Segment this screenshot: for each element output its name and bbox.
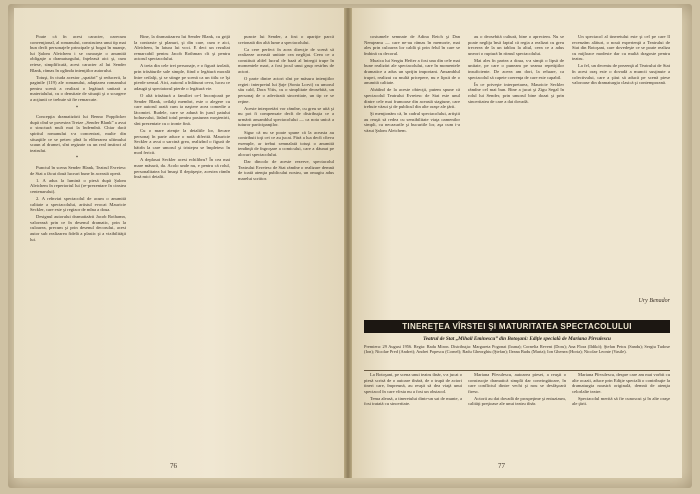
article-column-3 [572, 372, 670, 462]
paragraph: Punctul în scena Sender Blank, Teatrul Evreiesc de Stat a făcut două lucruri bune în această operă. [30, 164, 126, 176]
paragraph: costumele semnate de Adina Reich şi Dan Nemţeanu — care ne-au rămas în memorie, mai ales prin culoarea lor caldă şi prin felul în care se îmbină cu decorul. [364, 34, 460, 56]
paragraph: Sigur că nu se poate spune că la aceasta au contribuit toţi cei ce au jucat. Fără a lua decît cîteva exemple, ar trebui semnalată totuşi o anumită tendinţă de îngroşare a comicului, care a dăunat pe alocuri spectacolului. [238, 129, 334, 157]
page-number: 77 [498, 462, 505, 470]
paragraph: Poate că în acest caracter, oarecum convenţional, al romanului, construirea unui tip mai bun decît personajele principale şi bogat în nuanţe, lui Şalom Aleichem i se cunoaşte o anumită obligaţie a dramaturgului, înţeleasă aici şi, cum reiese, simplificată, acest caracter al lui Sender Blank, rămas în oglinda intenţiilor autorului. [30, 34, 126, 73]
paragraph: Designul autorului dramatizării Jacob Rothamn, valorează prin ce în desenul dramatic, prin la culoarea, precum şi prin desenul decorului, acest autor sub realizarea fidelă a plastic şi a vizibilităţii lui. [30, 214, 126, 242]
paragraph: O parte dintre actori sînt pe măsura intenţiilor regiei: interpretul lui Şaje (Sonia Lorvi) cu umorul său cald, Dora Vitis, cu o simplitate deosebită, un personaj de o adevărată sinceritate, un tip ce se reţine. [238, 76, 334, 104]
article-column-2 [468, 372, 566, 462]
paragraph: Muzica lui Sergiu Hefter a fost una din cele mai bune realizări ale spectacolului, care în momentele dramatice a adus un sprijin important. Ansamblul trupei, realizat cu multă pricepere, nu e lipsit de o anumită calitate. [364, 57, 460, 86]
paragraph: Aceste interpretări vor rămîne, cu greu se uită şi nu pot fi compensate decît de distribuţia ce a urmărit ansamblul spectacolului — ca nota unică a tuturor participanţilor. [238, 105, 334, 128]
paragraph: Mai ales în partea a doua, s-a simţit o lipsă de unitate, pe care o puneam pe seama repetiţiilor insuficiente. De aceea am dori, la reluare, ca spectacolul să capete coerenţa de care este capabil. [468, 57, 564, 80]
paragraph: Mariana Pîrvulescu, autoarea piesei, a reuşit o construcţie dramatică simplă dar convingătoare, în care conflictul dintre vechi şi nou se desfăşoară firesc. [468, 372, 566, 394]
paragraph: Totuşi, în ciuda acestor „spatări” şi reducerii, la paginile (119) ale romanului, adaptarea romanului pentru scenă a realizat o legătură unitară a materialului, cu o densitate de situaţii şi o scurgere a acţiunii ce trebuie să fie remarcate. [30, 74, 126, 103]
right-column-2 [468, 34, 564, 324]
paragraph: Un spectacol al tineretului este şi cel pe care îl recenzăm alături, o nouă experienţă a Teatrului de Stat din Botoşani, care dovedeşte ce se poate realiza cu mijloace modeste dar cu multă dragoste pentru teatru. [572, 34, 670, 62]
paragraph: Abătînd de la aceste obiecţii, putem spune că spectacolul Teatrului Evreiesc de Stat este unul dintre cele mai frumoase din această stagiune, care trebuie văzut şi de publicul din alte oraşe ale ţării. [364, 87, 460, 110]
left-column-2 [134, 34, 230, 458]
paragraph: Tema aleasă, a tineretului dintr-un sat de munte, a fost tratată cu sinceritate. [364, 395, 462, 407]
paragraph: Cu o mare atenţie la detaliile lor, fiecare personaj în parte aduce o notă diferită. Mauricie Seckler a avut o sarcină grea, realizînd o figură de bătrîn la care umorul şi tristeţea se împletesc în mod fericit. [134, 128, 230, 156]
paragraph: au o deosebită cultură, bine o apreciem. Nu se poate neglija însă faptul că regia a realizat cu greu trecerea de la un tablou la altul, ceea ce a adus uneori o ruptură în ritmul spectacolului. [468, 34, 564, 56]
paragraph: O altă trăsătură a familiei ce-l înconjoară pe Sender Blank, ceilalţi membri, este o alegere cu care autorul arată cum ia naştere acea comedie a lăcomiei. Rudele, care se adună în jurul patului bolnavului, lăsînd totul pentru pasiunea moştenirii, sînt prezentate cu o ironie fină. [134, 92, 230, 126]
page-number: 76 [170, 462, 177, 470]
left-column-1 [30, 34, 126, 458]
author-signature: Ury Benador [638, 298, 670, 304]
paragraph: Ca cere perfect în acea direcţie de scenă să realizeze această unitate cea neglijat. Ceea ce a constituit altfel lucrul de bază al întregii trupe în momentele mari, a fost jocul unui grup restrîns de actori. [238, 46, 334, 75]
paragraph: La fel, un deceniu de prezenţă al Teatrului de Stat în acest oraş este o dovadă a muncii susţinute a colectivului, care a ştiut să aducă pe scenă piese valoroase din dramaturgia clasică şi contemporană. [572, 63, 670, 86]
paragraph: Concepţia dramatizării lui Benno Popplicker după cînd se povestea Treize „Sender Blank” a avut o structură mult mai la îndemînă. Chiar dacă spiritul romanului s-a concentrat, multe din situaţiile ce se petrec pînă la eliberarea ultimului scaun al dramei, sînt regizate cu un real instinct al teatrului. [30, 114, 126, 153]
right-column-1 [364, 34, 460, 326]
divider [364, 370, 670, 371]
paragraph: Spectacolul merită să fie cunoscut şi în alte oraşe ale ţării. [572, 395, 670, 407]
left-page [14, 8, 344, 478]
right-page [352, 8, 682, 478]
left-column-3 [238, 34, 334, 458]
paragraph: A treia din cele trei personaje, e o figură izolată, prin trăsăturile sale simple, fiind o legătură morală între ceilalţi, şi se stinge pe scenă ca un titlu ce îşi pierde sensul. Aici, autorul a înlăturat ceva, lucru ce adaugă şi spectatorul pierde o legătură vie. [134, 63, 230, 91]
separator: * [75, 105, 81, 111]
paragraph: În ce priveşte interpretarea, Mauricie Seckler rămîne cel mai bun. Bine a jucat şi Zigu Segal în rolul lui Sender, prin umorul bine dozat şi prin sinceritatea de care a dat dovadă. [468, 81, 564, 104]
cast-list: Premiera: 29 August 1956. Regia: Radu Miron. Distribuţia: Margareta Pogonat (Ioana); Cornelia Revent (Doru); Ana Flora (Ildikó); Ştefan Petcu (Sandu); Sergiu Tudose (Ion); Nicolae Pred (Andrei); Andrei Popescu (Cornel); Radu Gheorghiu (Ştefan); Ileana Budu (Maria); Ion Ghenea (Horia); Nicolae Leonte (Vasile). [364, 344, 670, 355]
paragraph: Actorii au dat dovadă de prospeţime şi entuziasm, calităţi preţioase ale unui teatru tînăr. [468, 395, 566, 407]
paragraph: Bine, la dramatizarea lui Sender Blank, cu grijă la contraste şi planuri, şi din care, cum e aici, Aleichem, în latura lui voci. E deci un rezultat remarcabil pentru Jacob Rothman cît şi pentru actorul spectacolului. [134, 34, 230, 62]
paragraph: La Botoşani, pe scena unui teatru tînăr, s-a jucat o piesă scrisă de o autoare tînără, de o trupă de actori tineri care, împreună, au reuşit să dea viaţă unui spectacol în care vîrsta nu a fost un obstacol. [364, 372, 462, 394]
right-column-3 [572, 34, 670, 296]
paragraph: puncte lui Sender, a fost o apariţie parcă creionată din altă lume a spectacolului. [238, 34, 334, 45]
paragraph: Mariana Pîrvulescu, despre care am mai vorbit cu alte ocazii, aduce prin Ediţie specială o contribuţie la dramaturgia noastră originală, demnă de atenţia celorlalte teatre. [572, 372, 670, 394]
paragraph: Dar dincolo de aceste rezerve, spectacolul Teatrului Evreiesc de Stat rămîne o realizare demnă de toată atenţia publicului nostru, un omagiu adus marelui scriitor. [238, 158, 334, 181]
article-subtitle: Teatrul de Stat „Mihail Eminescu” din Botoşani: Ediţie specială de Mariana Pîrvulescu [423, 336, 611, 342]
paragraph: Şi menţionăm că, în cadrul spectacolului, artiştii au reuşit să redea cu sensibilitate viaţa oamenilor simpli, cu necazurile şi bucuriile lor, aşa cum i-a văzut Şalom Aleichem. [364, 111, 460, 133]
review-article [352, 320, 682, 470]
separator: * [75, 156, 81, 162]
paragraph: A deplasat Seckler acest echilibru? În cea mai mare măsură, da. Acolo unde nu, e pentru că rolul, personalitatea lui însuşi îl depăşeşte, acestea rămîn însă mici detalii. [134, 157, 230, 180]
article-column-1 [364, 372, 462, 462]
book-gutter [344, 8, 352, 478]
paragraph: 1. A adus la lumină o piesă după Şalom Aleichem în repertoriul lui (re-prezentare în cinstea centenarului). [30, 177, 126, 194]
article-title: TINEREŢEA VÎRSTEI ŞI MATURITATEA SPECTACOLULUI [364, 320, 670, 333]
paragraph: 2. A reînviat spectacolul de acum o anumită calitate a spectacolului, artistul evocat Mauricie Seckler, care este şi regizor de mîna a doua. [30, 195, 126, 213]
